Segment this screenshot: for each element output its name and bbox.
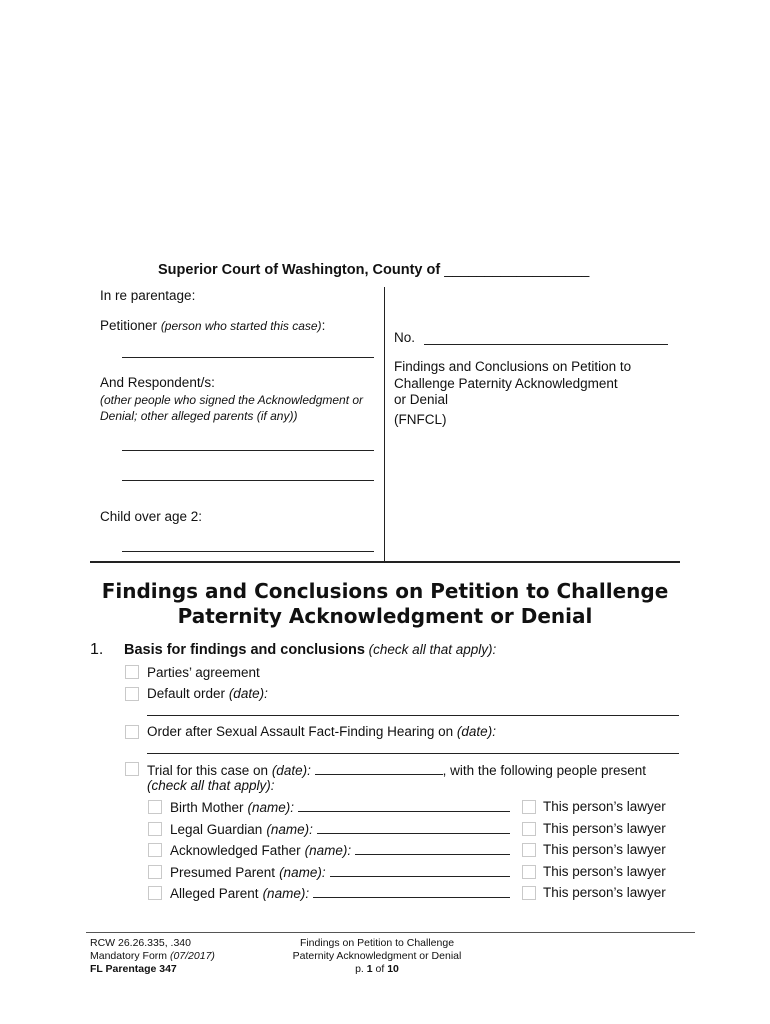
lawyer-label: This person’s lawyer bbox=[543, 842, 666, 857]
case-number-field[interactable] bbox=[424, 344, 668, 345]
section-heading-hint: (check all that apply): bbox=[368, 642, 497, 657]
trial-date-field[interactable] bbox=[315, 762, 443, 775]
footer-page-row: p. 1 of 10 bbox=[355, 963, 399, 975]
petitioner-label: Petitioner bbox=[100, 318, 158, 333]
child-name-field[interactable] bbox=[122, 551, 374, 552]
presumed-parent-name-field[interactable] bbox=[330, 864, 510, 877]
lawyer-label: This person’s lawyer bbox=[543, 799, 666, 814]
trial-row bbox=[147, 762, 646, 778]
court-header bbox=[158, 262, 589, 278]
trial-hint: (check all that apply): bbox=[147, 778, 275, 793]
agreement-checkbox[interactable] bbox=[125, 665, 139, 679]
page-title-line-1: Findings and Conclusions on Petition to Challenge bbox=[101, 579, 669, 603]
person-label: Birth Mother bbox=[170, 800, 244, 815]
court-prefix: Superior Court of Washington, County of bbox=[158, 262, 441, 278]
sexual-assault-date-hint: (date): bbox=[456, 724, 496, 739]
page-title-line-2: Paternity Acknowledgment or Denial bbox=[177, 604, 593, 628]
doc-title-line-2: Challenge Paternity Acknowledgment bbox=[394, 375, 618, 391]
person-label: Presumed Parent bbox=[170, 864, 276, 880]
footer-mandatory-date: (07/2017) bbox=[169, 950, 215, 962]
section-heading: Basis for findings and conclusions bbox=[124, 642, 365, 658]
birth-mother-checkbox[interactable] bbox=[148, 800, 162, 814]
birth-mother-name-field[interactable] bbox=[298, 799, 510, 812]
footer-mandatory: Mandatory Form bbox=[90, 950, 168, 962]
presumed-parent-checkbox[interactable] bbox=[148, 865, 162, 879]
footer-rule bbox=[86, 932, 695, 933]
trial-date-hint: (date): bbox=[271, 763, 311, 778]
person-row bbox=[170, 885, 510, 901]
footer-center bbox=[262, 937, 492, 976]
footer-center-1: Findings on Petition to Challenge bbox=[299, 937, 455, 949]
footer-mandatory-row bbox=[90, 950, 215, 963]
lawyer-label: This person’s lawyer bbox=[543, 820, 666, 836]
person-name-hint: (name): bbox=[304, 843, 352, 858]
doc-title-line-3: or Denial bbox=[394, 392, 449, 407]
respondent-name-field-2[interactable] bbox=[122, 480, 374, 481]
footer-page-num: 1 bbox=[366, 963, 373, 975]
trial-label: Trial for this case on bbox=[147, 763, 269, 778]
agreement-label: Parties’ agreement bbox=[147, 665, 260, 680]
person-row bbox=[170, 821, 510, 837]
section-number: 1. bbox=[90, 641, 104, 658]
in-re-label: In re parentage: bbox=[100, 288, 196, 303]
sexual-assault-row bbox=[147, 724, 496, 739]
doc-code: (FNFCL) bbox=[394, 411, 447, 427]
legal-guardian-name-field[interactable] bbox=[317, 821, 510, 834]
county-blank[interactable]: __________________ bbox=[444, 262, 590, 278]
page-title bbox=[40, 579, 730, 629]
legal-guardian-checkbox[interactable] bbox=[148, 822, 162, 836]
trial-suffix: , with the following people present bbox=[442, 763, 646, 778]
person-name-hint: (name): bbox=[262, 886, 310, 901]
birth-mother-lawyer-checkbox[interactable] bbox=[522, 800, 536, 814]
petitioner-name-field[interactable] bbox=[122, 357, 374, 358]
respondents-label: And Respondent/s: bbox=[100, 375, 215, 390]
person-row bbox=[170, 799, 510, 815]
default-order-date-field[interactable] bbox=[147, 715, 679, 716]
petitioner-hint: (person who started this case) bbox=[160, 319, 322, 333]
case-number-row bbox=[394, 330, 415, 345]
respondents-hint-2: Denial; other alleged parents (if any)) bbox=[100, 409, 298, 423]
presumed-parent-lawyer-checkbox[interactable] bbox=[522, 865, 536, 879]
respondent-name-field-1[interactable] bbox=[122, 450, 374, 451]
trial-checkbox[interactable] bbox=[125, 762, 139, 776]
default-order-label: Default order bbox=[147, 686, 226, 701]
acknowledged-father-name-field[interactable] bbox=[355, 842, 510, 855]
sexual-assault-date-field[interactable] bbox=[147, 753, 679, 754]
alleged-parent-checkbox[interactable] bbox=[148, 886, 162, 900]
default-order-checkbox[interactable] bbox=[125, 687, 139, 701]
lawyer-label: This person’s lawyer bbox=[543, 885, 666, 900]
footer-page-total: 10 bbox=[387, 963, 399, 975]
section-heading-row bbox=[124, 642, 496, 658]
person-row bbox=[170, 864, 510, 880]
caption-bottom-rule bbox=[90, 561, 680, 563]
lawyer-label: This person’s lawyer bbox=[543, 863, 666, 879]
person-row bbox=[170, 842, 510, 858]
footer-form-id: FL Parentage 347 bbox=[90, 963, 177, 975]
person-name-hint: (name): bbox=[266, 821, 313, 837]
respondents-hint-1: (other people who signed the Acknowledgment or bbox=[100, 393, 364, 407]
sexual-assault-label: Order after Sexual Assault Fact-Finding Hearing on bbox=[147, 724, 454, 739]
default-order-date-hint: (date): bbox=[228, 686, 268, 701]
person-label: Acknowledged Father bbox=[170, 843, 301, 858]
person-name-hint: (name): bbox=[279, 864, 326, 880]
case-number-label: No. bbox=[394, 330, 416, 345]
child-label: Child over age 2: bbox=[100, 509, 203, 524]
alleged-parent-lawyer-checkbox[interactable] bbox=[522, 886, 536, 900]
acknowledged-father-checkbox[interactable] bbox=[148, 843, 162, 857]
person-name-hint: (name): bbox=[247, 800, 295, 815]
legal-guardian-lawyer-checkbox[interactable] bbox=[522, 822, 536, 836]
alleged-parent-name-field[interactable] bbox=[313, 885, 510, 898]
document-title-block bbox=[394, 359, 631, 428]
sexual-assault-checkbox[interactable] bbox=[125, 725, 139, 739]
default-order-row bbox=[147, 686, 268, 701]
footer-left bbox=[90, 937, 215, 976]
person-label: Legal Guardian bbox=[170, 821, 263, 837]
petitioner-label-row: Petitioner (person who started this case): bbox=[100, 318, 326, 333]
footer-rcw: RCW 26.26.335, .340 bbox=[90, 937, 191, 949]
doc-title-line-1: Findings and Conclusions on Petition to bbox=[394, 359, 632, 374]
person-label: Alleged Parent bbox=[170, 886, 259, 901]
footer-center-2: Paternity Acknowledgment or Denial bbox=[292, 950, 462, 962]
acknowledged-father-lawyer-checkbox[interactable] bbox=[522, 843, 536, 857]
caption-divider bbox=[384, 287, 385, 562]
